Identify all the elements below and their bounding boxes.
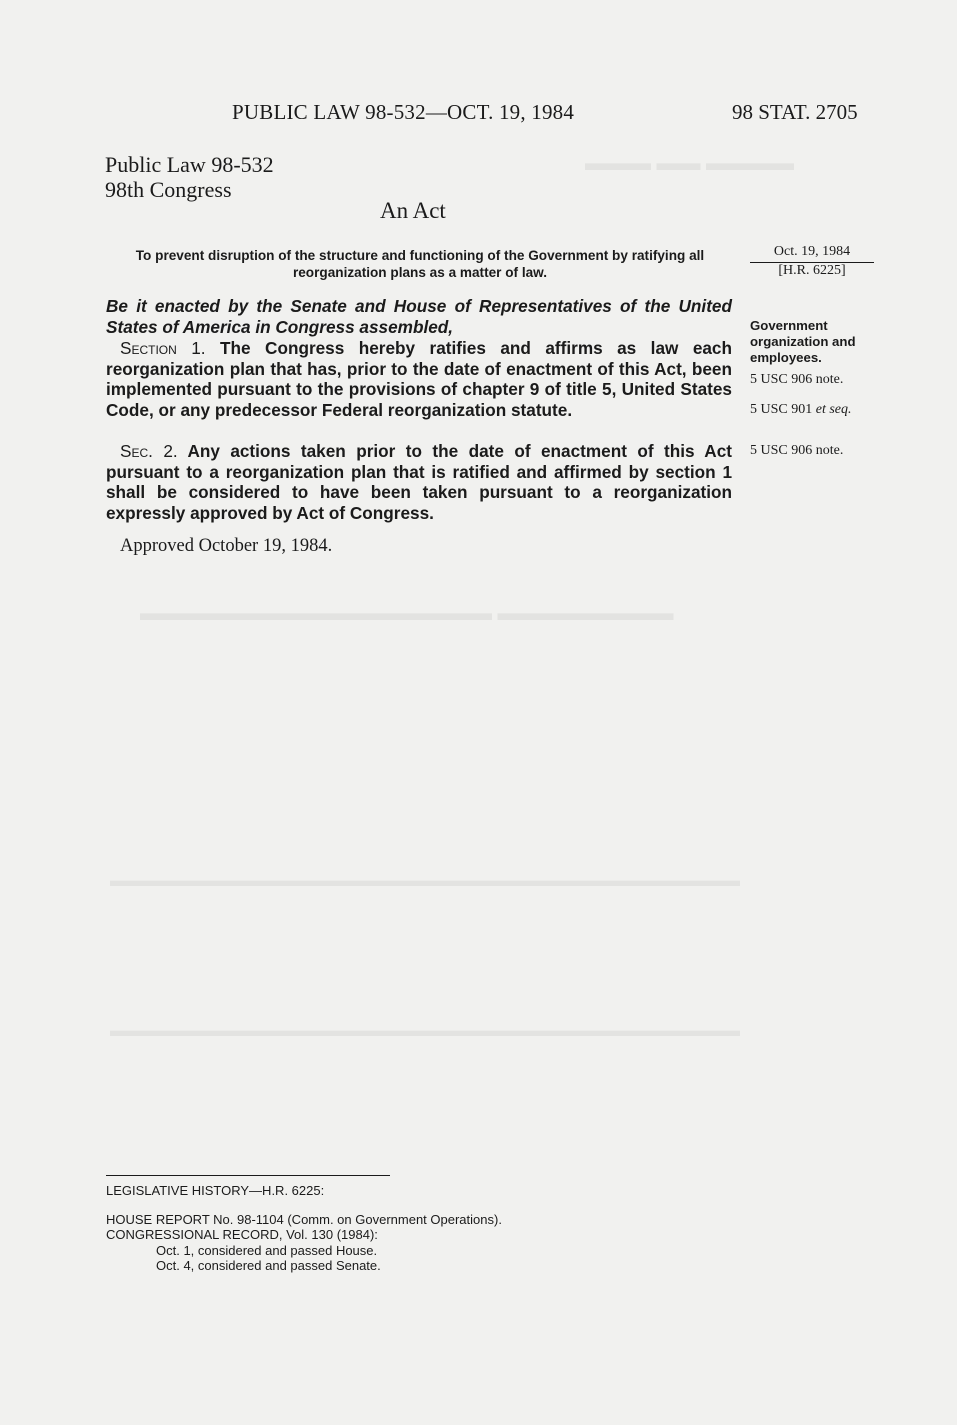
history-action-house: Oct. 1, considered and passed House. — [156, 1242, 378, 1258]
act-purpose: To prevent disruption of the structure and functioning of the Government by ratifying all reorganization plans as a matter of law. — [135, 248, 705, 280]
margin-subject: Government organization and employees. — [750, 318, 856, 365]
enacting-clause-text: Be it enacted by the Senate and House of Representatives of the United States of America in Congress assembled, — [106, 296, 732, 337]
history-action-senate: Oct. 4, considered and passed Senate. — [156, 1258, 381, 1273]
margin-date: Oct. 19, 1984 — [750, 244, 874, 263]
footnote-divider — [106, 1175, 390, 1176]
act-heading: An Act — [380, 198, 446, 223]
margin-usc-note-1: 5 USC 906 note. — [750, 372, 844, 387]
section-2-label: Sec. 2. — [120, 441, 178, 461]
bleed-through-artifact: ▬▬▬▬▬▬▬▬▬▬▬▬▬▬▬▬▬▬▬▬▬▬▬▬▬▬▬▬▬▬▬▬▬▬▬ — [110, 870, 740, 890]
congress-number: 98th Congress — [105, 177, 232, 202]
statutes-at-large-citation: 98 STAT. 2705 — [732, 100, 858, 124]
margin-bill-number: [H.R. 6225] — [778, 263, 846, 278]
section-1-text: The Congress hereby ratifies and affirms as law each reorganization plan that has, prior to the date of enactment of this Act, been implemented pursuant to the provisions of chapter 9 of title 5, United States Code, or any predecessor Federal reorganization statute. — [106, 338, 732, 420]
enacting-clause — [106, 296, 732, 337]
legislative-history-title: LEGISLATIVE HISTORY—H.R. 6225: — [106, 1183, 325, 1198]
bleed-through-artifact: ▬▬▬▬▬▬▬▬ ▬▬▬▬▬▬▬▬▬▬▬▬▬▬▬▬ — [140, 600, 674, 625]
public-law-number: Public Law 98-532 — [105, 152, 274, 177]
legislative-history — [106, 1183, 502, 1274]
margin-usc-note-2: 5 USC 906 note. — [750, 443, 844, 458]
house-report: HOUSE REPORT No. 98-1104 (Comm. on Government Operations). — [106, 1211, 502, 1227]
running-head: PUBLIC LAW 98-532—OCT. 19, 1984 — [232, 100, 575, 124]
usc-901-citation: 5 USC 901 — [750, 402, 813, 417]
approval-date: Approved October 19, 1984. — [120, 536, 333, 556]
section-2-text: Any actions taken prior to the date of enactment of this Act pursuant to a reorganization plan that is ratified and affirmed by section 1 shall be considered to have been taken pursuant to a reorganization expressly approved by Act of Congress. — [106, 441, 732, 523]
bleed-through-artifact: ▬▬▬▬ ▬▬ ▬▬▬ — [585, 150, 794, 175]
law-identifier — [105, 152, 274, 202]
congressional-record: CONGRESSIONAL RECORD, Vol. 130 (1984): — [106, 1227, 378, 1242]
bleed-through-artifact: ▬▬▬▬▬▬▬▬▬▬▬▬▬▬▬▬▬▬▬▬▬▬▬▬▬▬▬▬▬▬▬▬▬▬▬ — [110, 1020, 740, 1040]
et-seq: et seq. — [815, 402, 852, 417]
section-1 — [106, 338, 732, 420]
section-1-label: Section 1. — [120, 338, 206, 358]
section-2 — [106, 441, 732, 523]
margin-usc-901 — [750, 402, 890, 418]
